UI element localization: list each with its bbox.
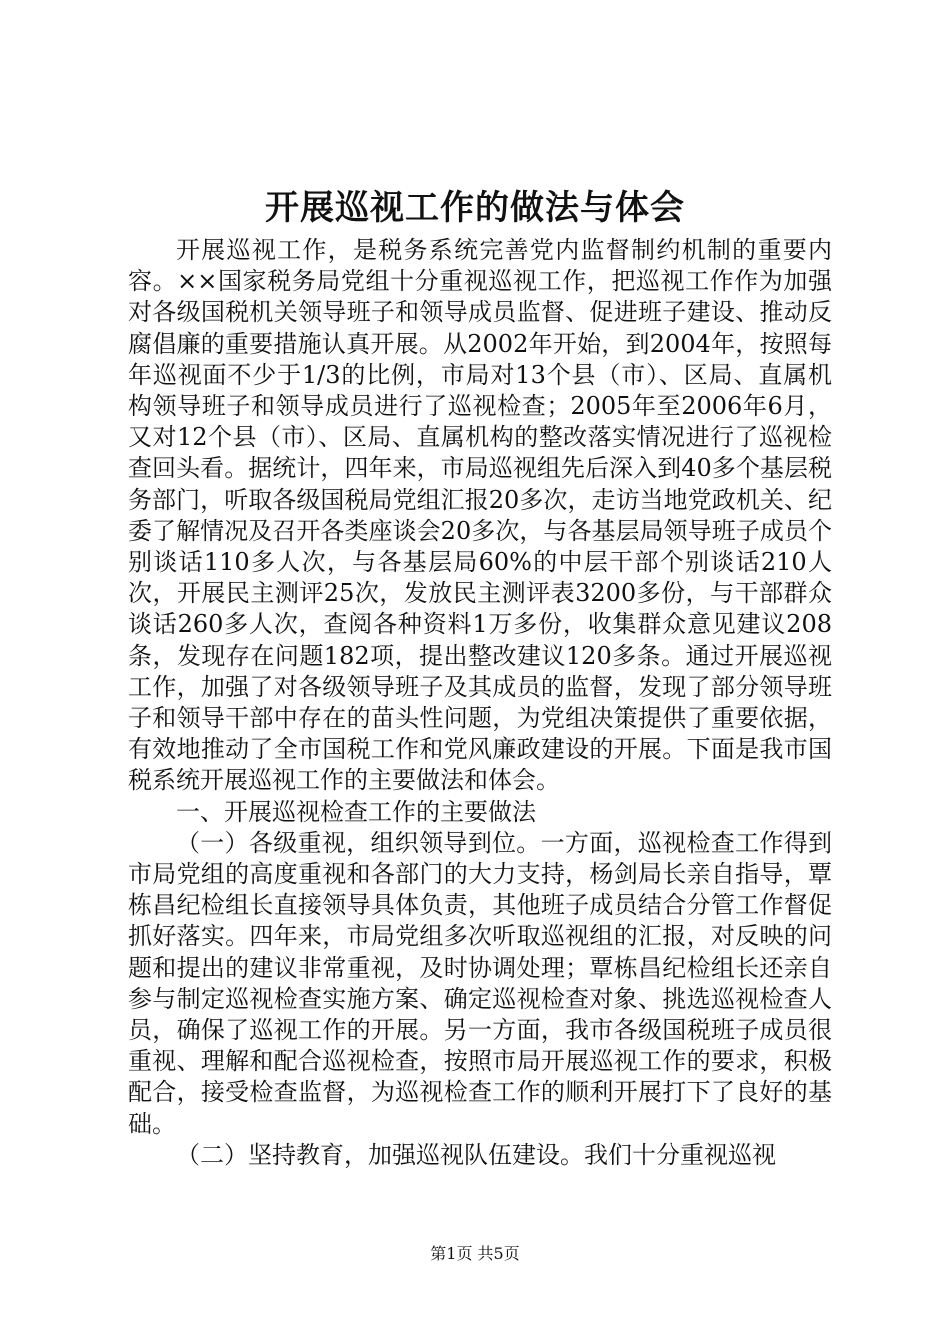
document-title: 开展巡视工作的做法与体会 xyxy=(265,188,685,228)
document-body xyxy=(128,235,832,1171)
paragraph-intro: 开展巡视工作，是税务系统完善党内监督制约机制的重要内容。××国家税务局党组十分重视巡视工作，把巡视工作作为加强对各级国税机关领导班子和领导成员监督、促进班子建设、推动反腐倡廉的重要措施认真开展。从2002年开始，到2004年，按照每年巡视面不少于1/3的比例，市局对13个县（市）、区局、直属机构领导班子和领导成员进行了巡视检查；2005年至2006年6月，又对12个县（市）、区局、直属机构的整改落实情况进行了巡视检查回头看。据统计，四年来，市局巡视组先后深入到40多个基层税务部门，听取各级国税局党组汇报20多次，走访当地党政机关、纪委了解情况及召开各类座谈会20多次，与各基层局领导班子成员个别谈话110多人次，与各基层局60%的中层干部个别谈话210人次，开展民主测评25次，发放民主测评表3200多份，与干部群众谈话260多人次，查阅各种资料1万多份，收集群众意见建议208条，发现存在问题182项，提出整改建议120多条。通过开展巡视工作，加强了对各级领导班子及其成员的监督，发现了部分领导班子和领导干部中存在的苗头性问题，为党组决策提供了重要依据，有效地推动了全市国税工作和党风廉政建设的开展。下面是我市国税系统开展巡视工作的主要做法和体会。 xyxy=(128,236,832,795)
paragraph-point-2: （二）坚持教育，加强巡视队伍建设。我们十分重视巡视 xyxy=(176,1140,776,1169)
paragraph-point-1: （一）各级重视，组织领导到位。一方面，巡视检查工作得到市局党组的高度重视和各部门的大力支持，杨剑局长亲自指导，覃栋昌纪检组长直接领导具体负责，其他班子成员结合分管工作督促抓好落实。四年来，市局党组多次听取巡视组的汇报，对反映的问题和提出的建议非常重视，及时协调处理；覃栋昌纪检组长还亲自参与制定巡视检查实施方案、确定巡视检查对象、挑选巡视检查人员，确保了巡视工作的开展。另一方面，我市各级国税班子成员很重视、理解和配合巡视检查，按照市局开展巡视工作的要求，积极配合，接受检查监督，为巡视检查工作的顺利开展打下了良好的基础。 xyxy=(128,828,832,1138)
page-footer: 第1页 共5页 xyxy=(430,1244,520,1263)
section-heading: 一、开展巡视检查工作的主要做法 xyxy=(176,797,536,826)
